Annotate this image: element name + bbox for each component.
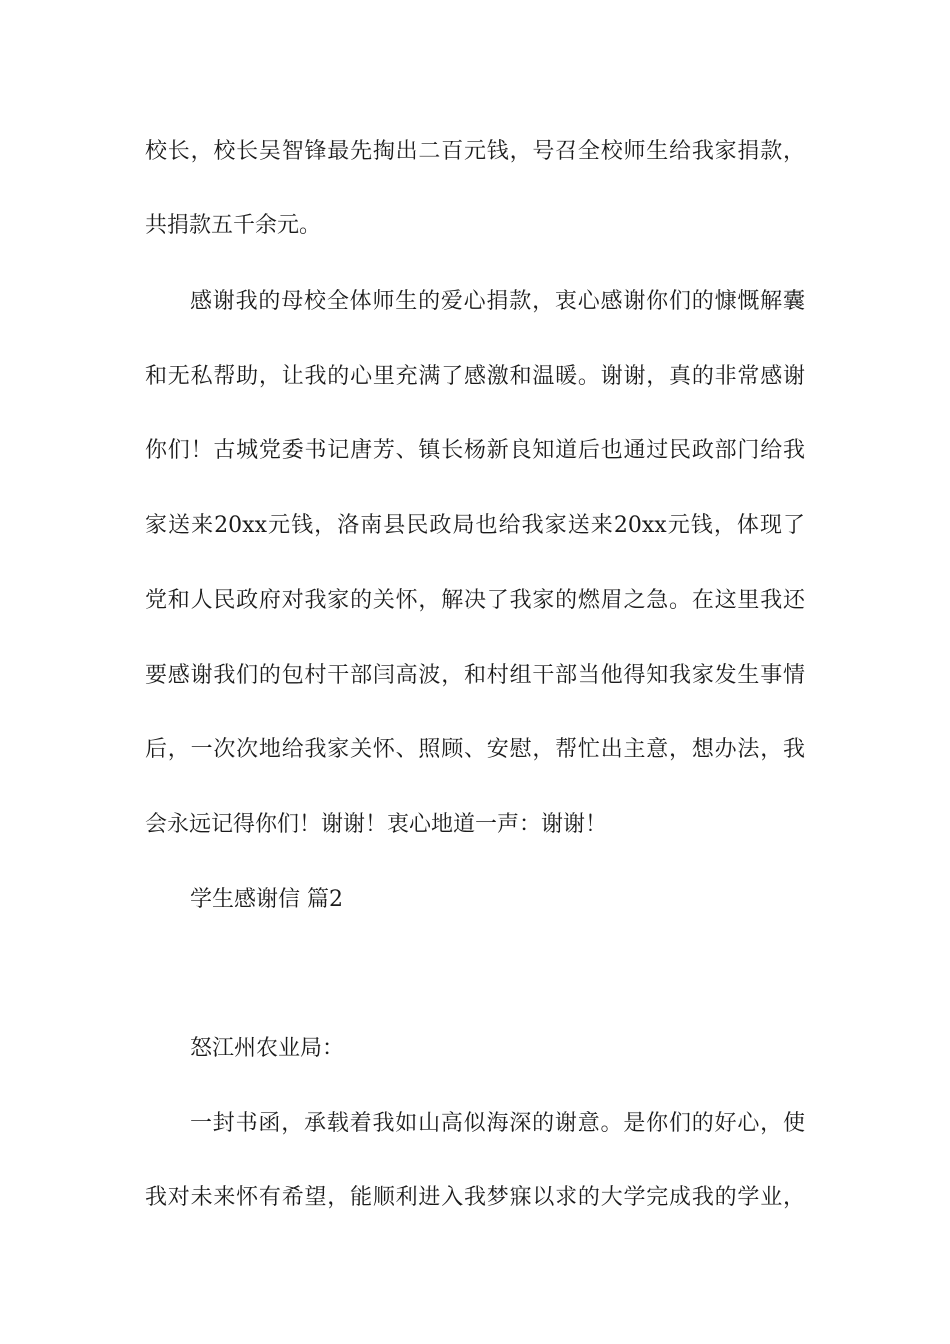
paragraph-line: 我对未来怀有希望，能顺利进入我梦寐以求的大学完成我的学业， bbox=[145, 1185, 805, 1210]
salutation: 怒江州农业局： bbox=[190, 1036, 345, 1061]
paragraph-line: 一封书函，承载着我如山高似海深的谢意。是你们的好心，使 bbox=[190, 1111, 805, 1136]
paragraph-line: 共捐款五千余元。 bbox=[145, 213, 322, 238]
paragraph-line: 党和人民政府对我家的关怀，解决了我家的燃眉之急。在这里我还 bbox=[145, 588, 805, 613]
paragraph-line: 校长，校长吴智锋最先掏出二百元钱，号召全校师生给我家捐款， bbox=[145, 139, 805, 164]
paragraph-line: 感谢我的母校全体师生的爱心捐款，衷心感谢你们的慷慨解囊 bbox=[190, 289, 805, 314]
section-heading: 学生感谢信 篇2 bbox=[190, 887, 343, 912]
paragraph-line: 要感谢我们的包村干部闫高波，和村组干部当他得知我家发生事情 bbox=[145, 663, 805, 688]
paragraph-line: 后，一次次地给我家关怀、照顾、安慰，帮忙出主意，想办法，我 bbox=[145, 737, 805, 762]
paragraph-line: 你们！古城党委书记唐芳、镇长杨新良知道后也通过民政部门给我 bbox=[145, 438, 805, 463]
paragraph-line: 会永远记得你们！谢谢！衷心地道一声：谢谢！ bbox=[145, 812, 608, 837]
paragraph-line: 家送来20xx元钱，洛南县民政局也给我家送来20xx元钱，体现了 bbox=[145, 513, 805, 538]
paragraph-line: 和无私帮助，让我的心里充满了感激和温暖。谢谢，真的非常感谢 bbox=[145, 364, 805, 389]
